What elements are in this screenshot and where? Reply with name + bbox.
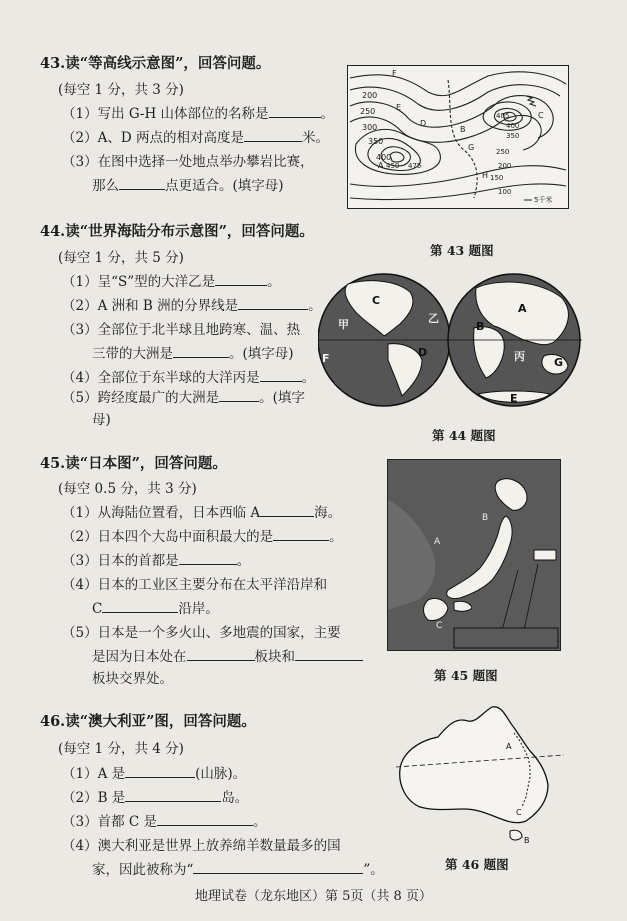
contour-label: 250 <box>496 148 510 156</box>
answer-blank[interactable] <box>119 175 165 190</box>
answer-blank[interactable] <box>238 295 308 310</box>
q46-caption: 第 46 题图 <box>445 857 509 872</box>
answer-blank[interactable] <box>244 127 302 142</box>
q45-title: 45.读“日本图”，回答问题。 <box>40 455 227 472</box>
contour-label: 405 <box>496 112 510 120</box>
contour-label: 450 <box>386 162 400 170</box>
q44-item-3b: 三带的大洲是 。(填字母) <box>92 342 294 362</box>
q43-item-1: （1）写出 G-H 山体部位的名称是 。 <box>62 102 334 122</box>
point-label-h: H <box>482 171 489 180</box>
map-label-g: G <box>554 356 564 369</box>
aus-label-b: B <box>524 836 530 845</box>
q44-item-3: （3）全部位于北半球且地跨寒、温、热 <box>62 322 301 338</box>
contour-map-svg <box>348 66 568 208</box>
map-label-f: F <box>322 352 330 365</box>
contour-label: 400 <box>376 153 392 162</box>
q43-score: (每空 1 分，共 3 分) <box>58 82 184 98</box>
q45-item-3: （3）日本的首都是 。 <box>62 549 250 569</box>
map-label-d: D <box>418 346 428 359</box>
q46-title: 46.读“澳大利亚”图，回答问题。 <box>40 713 256 730</box>
point-label-e: E <box>396 103 402 112</box>
map-label-e: E <box>510 392 518 405</box>
q44-item-5b: 母) <box>92 412 111 428</box>
q46-item-3: （3）首都 C 是 。 <box>62 810 267 830</box>
answer-blank[interactable] <box>187 646 255 661</box>
q44-item-4: （4）全部位于东半球的大洋丙是 。 <box>62 366 315 386</box>
map-label-b: B <box>476 320 485 333</box>
q44-score: (每空 1 分，共 5 分) <box>58 250 184 266</box>
map-label-bing: 丙 <box>514 350 525 363</box>
answer-blank[interactable] <box>260 502 314 517</box>
contour-label: 475 <box>408 162 422 170</box>
q44-item-1: （1）呈“S”型的大洋乙是 。 <box>62 270 281 290</box>
answer-blank[interactable] <box>295 646 363 661</box>
q44-item-2: （2）A 洲和 B 洲的分界线是 。 <box>62 294 322 314</box>
point-label-f: F <box>392 69 397 78</box>
q44-title: 44.读“世界海陆分布示意图”，回答问题。 <box>40 223 314 240</box>
answer-blank[interactable] <box>179 550 237 565</box>
japan-label-b: B <box>482 513 489 523</box>
map-label-jia: 甲 <box>338 318 349 331</box>
point-label-c: C <box>538 111 544 120</box>
contour-label: 150 <box>490 174 504 182</box>
q46-item-4: （4）澳大利亚是世界上放养绵羊数量最多的国 <box>62 838 341 854</box>
q45-item-4b: C 沿岸。 <box>92 597 219 617</box>
answer-blank[interactable] <box>273 526 329 541</box>
contour-label: 200 <box>498 162 512 170</box>
aus-label-a: A <box>506 742 512 751</box>
contour-label: 350 <box>506 132 520 140</box>
contour-map <box>347 65 569 209</box>
answer-blank[interactable] <box>260 367 302 382</box>
map-label-yi: 乙 <box>428 312 439 325</box>
answer-blank[interactable] <box>215 271 267 286</box>
point-label-a: A <box>378 161 384 170</box>
q43-item-2: （2）A、D 两点的相对高度是 米。 <box>62 126 329 146</box>
contour-label: 400 <box>506 122 520 130</box>
world-map <box>318 270 582 410</box>
answer-blank[interactable] <box>125 763 195 778</box>
point-label-b: B <box>460 125 466 134</box>
point-label-g: G <box>468 143 475 152</box>
q46-item-4b: 家，因此被称为“ ”。 <box>92 858 384 878</box>
q46-item-1: （1）A 是 (山脉)。 <box>62 762 246 782</box>
japan-label-c: C <box>436 621 443 631</box>
contour-label: 100 <box>498 188 512 196</box>
australia-map <box>392 697 568 845</box>
japan-label-a: A <box>434 537 441 547</box>
q46-item-2: （2）B 是 岛。 <box>62 786 248 806</box>
q45-item-5: （5）日本是一个多火山、多地震的国家，主要 <box>62 625 341 641</box>
q43-title: 43.读“等高线示意图”，回答问题。 <box>40 55 271 72</box>
q45-item-1: （1）从海陆位置看，日本西临 A 海。 <box>62 501 341 521</box>
map-label-c: C <box>372 294 381 307</box>
contour-label: 200 <box>362 91 378 100</box>
scale-label: 5千米 <box>534 196 553 204</box>
contour-label: 350 <box>368 137 384 146</box>
q45-item-2: （2）日本四个大岛中面积最大的是 。 <box>62 525 343 545</box>
point-label-d: D <box>420 119 427 128</box>
japan-map-svg <box>388 460 560 650</box>
q43-caption: 第 43 题图 <box>430 243 494 258</box>
answer-blank[interactable] <box>173 343 229 358</box>
answer-blank[interactable] <box>125 787 221 802</box>
q44-item-5: （5）跨经度最广的大洲是 。(填字 <box>62 386 305 406</box>
q43-item-3b: 那么 点更适合。(填字母) <box>92 174 284 194</box>
q43-item-3: （3）在图中选择一处地点举办攀岩比赛， <box>62 154 314 170</box>
q46-score: (每空 1 分，共 4 分) <box>58 741 184 757</box>
page-footer: 地理试卷（龙东地区）第 5页（共 8 页） <box>195 889 432 904</box>
q45-item-5b: 是因为日本处在 板块和 <box>92 645 363 665</box>
contour-label: 250 <box>360 107 376 116</box>
answer-blank[interactable] <box>219 387 259 402</box>
q45-item-5c: 板块交界处。 <box>92 671 173 687</box>
australia-map-svg <box>392 697 568 845</box>
map-label-a: A <box>518 302 527 315</box>
world-map-svg <box>318 270 582 410</box>
answer-blank[interactable] <box>102 598 178 613</box>
q44-caption: 第 44 题图 <box>432 428 496 443</box>
aus-label-c: C <box>516 808 522 817</box>
q45-item-4: （4）日本的工业区主要分布在太平洋沿岸和 <box>62 577 328 593</box>
answer-blank[interactable] <box>269 103 321 118</box>
answer-blank[interactable] <box>193 859 363 874</box>
contour-label: 300 <box>362 123 378 132</box>
q45-caption: 第 45 题图 <box>434 668 498 683</box>
q45-score: (每空 0.5 分，共 3 分) <box>58 481 197 497</box>
answer-blank[interactable] <box>157 811 253 826</box>
japan-map <box>387 459 561 651</box>
